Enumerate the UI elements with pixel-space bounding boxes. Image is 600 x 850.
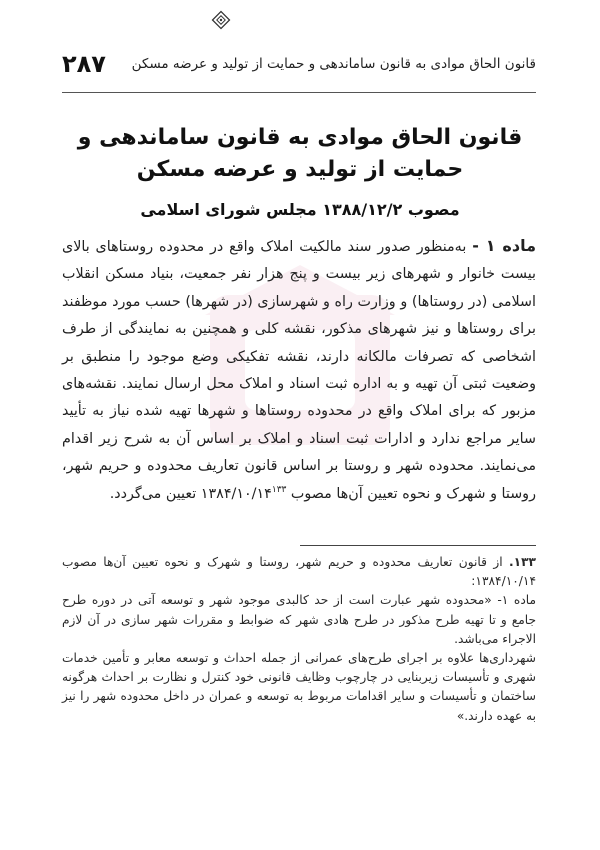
footnote-133 [62, 553, 536, 591]
page-number: ۲۸۷ [62, 50, 106, 78]
article-tail: تعیین می‌گردد. [109, 485, 201, 502]
footnote-number: ۱۳۳. [509, 555, 536, 569]
header-divider [62, 92, 536, 93]
diamond-ornament-icon [210, 9, 232, 31]
article-1 [62, 232, 536, 508]
footnote-divider [300, 545, 536, 546]
title-line-2: حمایت از تولید و عرضه مسکن [136, 157, 464, 182]
footnote-reference: ۱۳۳ [271, 484, 287, 495]
page-title [60, 122, 540, 186]
article-text: به‌منظور صدور سند مالکیت املاک واقع در محدوده روستاهای بالای بیست خانوار و شهرهای زیر بیست و پنج هزار نفر جمعیت، بنیاد مسکن انقلاب اسلامی (در روستاها) و وزارت راه و شهرسازی (در شهرها) حسب مورد موظفند برای روستاها و نیز شهرهای مذکور، نقشه کلی و همچنین به نمایندگی از طرف اشخاصی که تصرفات مالکانه دارند، نقشه تفکیکی وضع موجود را منطبق بر وضعیت ثبتی آن تهیه و به اداره ثبت اسناد و املاک محل ارسال نمایند. نقشه‌های مزبور که برای املاک واقع در محدوده روستاها و شهرها تهیه شده نیاز به تأیید سایر مراجع ندارد و ادارات ثبت اسناد و املاک بر اساس آن به شرح زیر اقدام می‌نمایند. محدوده شهر و روستا بر اساس قانون تعاریف محدوده و حریم شهر، روستا و شهرک و نحوه تعیین آن‌ها مصوب ۱۳۸۴/۱۰/۱۴ [62, 239, 536, 502]
header-title: قانون الحاق موادی به قانون ساماندهی و حمایت از تولید و عرضه مسکن [131, 56, 536, 72]
footnotes [62, 553, 536, 726]
footnote-quote-2: شهرداری‌ها علاوه بر اجرای طرح‌های عمرانی از جمله احداث و توسعه معابر و تأمین خدمات شهری و تأسیسات زیربنایی در چارچوب وظایف قانونی خود کنترل و نظارت بر احداث هرگونه ساختمان و تأسیسات و سایر اقدامات مربوط به توسعه و عمران در داخل محدوده شهر را نیز به عهده دارند.» [62, 651, 536, 723]
running-header [62, 44, 536, 84]
footnote-quote-1: ماده ۱- «محدوده شهر عبارت است از حد کالبدی موجود شهر و توسعه آتی در دوره طرح جامع و تا تهیه طرح مذکور در طرح هادی شهر که ضوابط و مقررات شهر سازی در آن لازم الاجراء می‌باشد. [62, 593, 536, 646]
law-subtitle: مصوب ۱۳۸۸/۱۲/۲ مجلس شورای اسلامی [140, 200, 460, 219]
article-label: ماده ۱ - [472, 236, 537, 255]
title-line-1: قانون الحاق موادی به قانون ساماندهی و [77, 125, 523, 150]
footnote-133-text: از قانون تعاریف محدوده و حریم شهر، روستا و شهرک و نحوه تعیین آن‌ها مصوب ۱۳۸۴/۱۰/۱۴: [62, 555, 536, 589]
